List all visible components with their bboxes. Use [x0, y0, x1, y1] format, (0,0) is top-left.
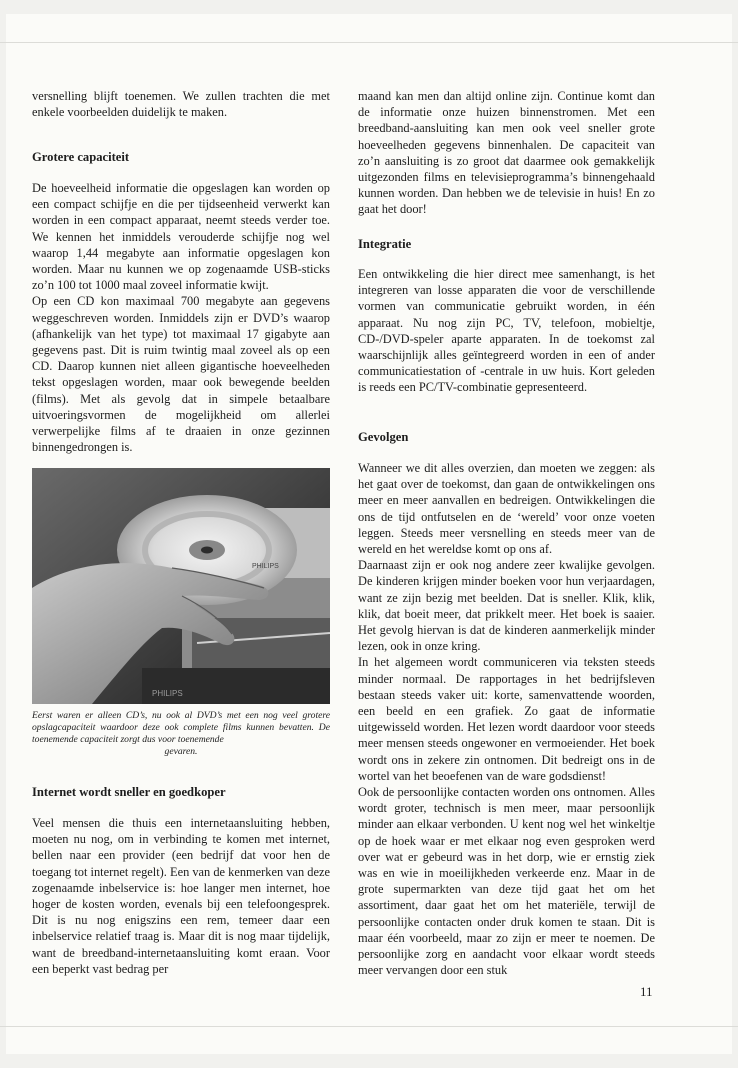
paragraph-internet: Veel mensen die thuis een internetaansluiting hebben, moeten nu nog, om in verbinding te komen met internet, bellen naar een provider (een bedrijf dat voor hen de toegang tot internet regelt). Een van de kenmerken van deze zogenaamde inbelservice is: hoe langer men internet, hoe hoger de kosten worden, evenals bij een telefoongesprek. Dit is nu nog enigszins een rem, temeer daar een inbelservice relatief traag is. Maar dit is nog maar tijdelijk, want de breedband-internetaansluiting komt eraan. Voor een beperkt vast bedrag per [32, 816, 330, 976]
left-column-body1 [32, 180, 330, 455]
paragraph-capaciteit-1: De hoeveelheid informatie die opgeslagen kan worden op een compact schijfje en die per tijdseenheid verwerkt kan worden in een compact apparaat, neemt steeds verder toe. We kennen het inmiddels verouderde schijfje nog wel waarop 1,44 megabyte aan informatie opgeslagen kon worden. Maar nu kunnen we op zogenaamde USB-sticks zo’n 100 tot 1000 maal zoveel informatie kwijt. [32, 181, 330, 293]
right-column-body0 [358, 88, 655, 218]
right-column-body4 [358, 460, 655, 979]
paragraph-gevolgen-1: Wanneer we dit alles overzien, dan moeten we zeggen: als het gaat over de toekomst, dan gaan de ontwikkelingen ons meer en meer aanvallen en bedreigen. Ontwikkelingen die ons de tijd ontfutselen en de ‘wereld’ voor onze voeten leggen. Steeds meer versnelling en steeds meer van de wereld en het wereldse komt op ons af. [358, 461, 655, 557]
page-number: 11 [640, 984, 653, 999]
heading-integratie: Integratie [358, 237, 412, 251]
right-column-heading3 [358, 236, 655, 252]
top-divider [0, 42, 738, 43]
heading-gevolgen: Gevolgen [358, 430, 409, 444]
paragraph-gevolgen-2: Daarnaast zijn er ook nog andere zeer kwalijke gevolgen. De kinderen krijgen minder boeken voor hun verjaardagen, want ze zijn bezig met beelden. Dat is sneller. Klik, klik, klik, dat boeit meer, dat prikkelt meer. Het boek is saaier. Het gevolg hiervan is dat de kinderen aanmerkelijk minder lezen, ook in onze kring. [358, 558, 655, 654]
left-column-body2 [32, 815, 330, 977]
photo-caption-end: gevaren. [164, 746, 198, 757]
photo-caption: Eerst waren er alleen CD’s, nu ook al DVD’s met een nog veel grotere opslagcapaciteit waardoor deze ook complete films kunnen bevatten. De toenemende capaciteit zorgt dus voor toenemende [32, 710, 330, 745]
heading-grotere-capaciteit: Grotere capaciteit [32, 150, 130, 164]
photo-cd-dvd [32, 468, 330, 704]
paragraph-gevolgen-3: In het algemeen wordt communiceren via teksten steeds minder normaal. De rapportages in het bedrijfsleven bestaan steeds vaker uit: korte, samenvattende woorden, een beeld en een grafiek. Zo gaat de informatie uitgewisseld worden. Het lezen wordt daardoor voor steeds meer mensen steeds ongewoner en vermoeiender. Het boek wordt ons in zekere zin ontnomen. Dit bedreigt ons in de wortel van het beoefenen van de ware godsdienst! [358, 655, 655, 783]
right-column-heading4 [358, 429, 655, 445]
right-column-body3 [358, 266, 655, 396]
left-column [32, 88, 330, 120]
bottom-divider [0, 1026, 738, 1027]
paragraph-gevolgen-4: Ook de persoonlijke contacten worden ons ontnomen. Alles wordt groter, technisch is men meer, maar persoonlijk minder aan elkaar verbonden. U kent nog wel het winkeltje op de hoek waar er met elkaar nog even gesproken werd over wat er gebeurd was in het dorp, wie er ernstig ziek was en wie in moeilijkheden verkeerde enz. Maar in de grote supermarkten van deze tijd gaat het om het assortiment, daar gaat het om het materiële, terwijl de persoonlijke contacten onder druk komen te staan. Dit is maar één voorbeeld, maar zo zijn er meer te noemen. De persoonlijke zorg en aandacht voor elkaar wordt steeds meer vervangen door een stuk [358, 785, 655, 978]
left-column-heading2 [32, 784, 330, 800]
paragraph-breedband: maand kan men dan altijd online zijn. Continue komt dan de informatie onze huizen binnenstromen. Met een breedband-aansluiting kan men ook veel sneller grote hoeveelheden gegevens binnenhalen. De capaciteit van zo’n aansluiting is zo groot dat daarmee ook gemakkelijk uitgezonden films en televisieprogramma’s binnengehaald kunnen worden. Dan hebben we de televisie in huis! En zo gaat het door! [358, 89, 655, 217]
intro-text: versnelling blijft toenemen. We zullen trachten die met enkele voorbeelden duidelijk te maken. [32, 89, 330, 120]
device-brand-label: PHILIPS [152, 689, 183, 698]
heading-internet: Internet wordt sneller en goedkoper [32, 785, 226, 799]
photo-caption-block [32, 710, 330, 758]
disc-brand-label: PHILIPS [252, 563, 279, 570]
paragraph-capaciteit-2: Op een CD kon maximaal 700 megabyte aan gegevens weggeschreven worden. Inmiddels zijn er DVD’s waarop (afhankelijk van het type) tot maximaal 17 gigabyte aan gegevens past. Dit is ruim twintig maal zoveel als op een CD. Daarop kunnen niet alleen gigantische hoeveelheden tekst opgeslagen worden, maar ook bewegende beelden (films). Met als gevolg dat in simpele betaalbare uitvoeringsvormen de mogelijkheid om allerlei verwerpelijke films af te draaien in onze gezinnen binnengedrongen is. [32, 294, 330, 455]
paragraph-integratie: Een ontwikkeling die hier direct mee samenhangt, is het integreren van losse apparaten die voor de verschillende vormen van communicatie gebruikt worden, in één apparaat. Nu nog zijn PC, TV, telefoon, mobieltje, CD-/DVD-speler aparte apparaten. In de toekomst zal waarschijnlijk alles geïntegreerd worden in een of ander communicatiestation of -centrale in uw huis. Kort geleden is reeds een PC/TV-combinatie gepresenteerd. [358, 267, 655, 395]
left-column-heading1 [32, 149, 330, 165]
